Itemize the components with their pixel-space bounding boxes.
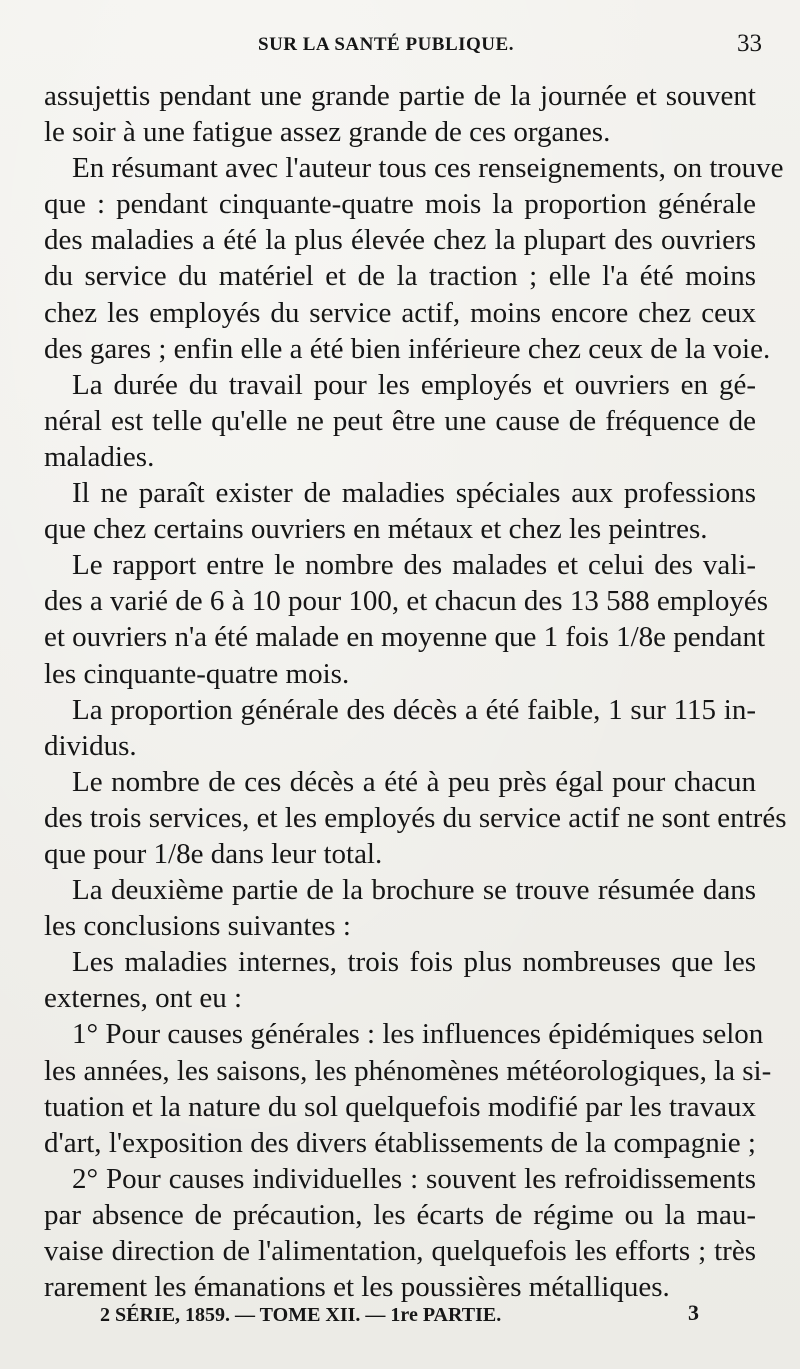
- text-line: des a varié de 6 à 10 pour 100, et chacun des 13 588 employés: [44, 585, 768, 618]
- text-line: vaise direction de l'alimentation, quelquefois les efforts ; très: [44, 1235, 756, 1267]
- text-line: et ouvriers n'a été malade en moyenne que 1 fois 1/8e pendant: [44, 621, 766, 654]
- text-line: 2° Pour causes individuelles : souvent les refroidissements: [72, 1162, 756, 1195]
- page-number: 33: [737, 30, 762, 57]
- text-line: Les maladies internes, trois fois plus nombreuses que les: [72, 946, 756, 979]
- text-line: des maladies a été la plus élevée chez la plupart des ouvriers: [44, 224, 756, 257]
- text-line: Le rapport entre le nombre des malades et celui des vali-: [72, 549, 756, 582]
- text-line: le soir à une fatigue assez grande de ces organes.: [44, 116, 611, 149]
- running-head: SUR LA SANTÉ PUBLIQUE.: [258, 34, 514, 55]
- text-line: En résumant avec l'auteur tous ces renseignements, on trouve: [72, 152, 784, 185]
- text-line: d'art, l'exposition des divers établissements de la compagnie ;: [44, 1126, 756, 1159]
- text-line: néral est telle qu'elle ne peut être une cause de fréquence de: [44, 404, 756, 437]
- text-line: assujettis pendant une grande partie de la journée et souvent: [44, 80, 756, 112]
- text-line: les années, les saisons, les phénomènes météorologiques, la si-: [44, 1054, 772, 1087]
- text-line: chez les employés du service actif, moins encore chez ceux: [44, 296, 756, 329]
- text-line: dividus.: [44, 729, 137, 762]
- text-line: les conclusions suivantes :: [44, 910, 351, 943]
- text-line: Le nombre de ces décès a été à peu près égal pour chacun: [72, 765, 756, 798]
- text-line: des gares ; enfin elle a été bien inférieure chez ceux de la voie.: [44, 332, 771, 365]
- footer-series-line: 2 SÉRIE, 1859. — TOME XII. — 1re PARTIE.: [100, 1304, 502, 1326]
- text-line: 1° Pour causes générales : les influences épidémiques selon: [72, 1018, 764, 1051]
- text-line: La deuxième partie de la brochure se trouve résumée dans: [72, 874, 756, 907]
- signature-number: 3: [688, 1300, 699, 1325]
- text-line: des trois services, et les employés du service actif ne sont entrés: [44, 801, 787, 834]
- text-line: du service du matériel et de la traction ; elle l'a été moins: [44, 260, 756, 293]
- text-line: rarement les émanations et les poussières métalliques.: [44, 1271, 670, 1304]
- text-line: tuation et la nature du sol quelquefois modifié par les travaux: [44, 1090, 756, 1123]
- text-line: que pour 1/8e dans leur total.: [44, 837, 383, 870]
- text-line: La durée du travail pour les employés et ouvriers en gé-: [72, 368, 756, 401]
- text-line: que : pendant cinquante-quatre mois la proportion générale: [44, 188, 756, 221]
- body-text: [44, 78, 787, 1305]
- text-line: Il ne paraît exister de maladies spéciales aux professions: [72, 477, 756, 510]
- text-line: externes, ont eu :: [44, 982, 243, 1015]
- text-line: maladies.: [44, 440, 155, 473]
- text-line: les cinquante-quatre mois.: [44, 657, 350, 690]
- text-line: que chez certains ouvriers en métaux et chez les peintres.: [44, 513, 708, 546]
- text-line: La proportion générale des décès a été faible, 1 sur 115 in-: [72, 693, 756, 726]
- text-line: par absence de précaution, les écarts de régime ou la mau-: [44, 1198, 756, 1231]
